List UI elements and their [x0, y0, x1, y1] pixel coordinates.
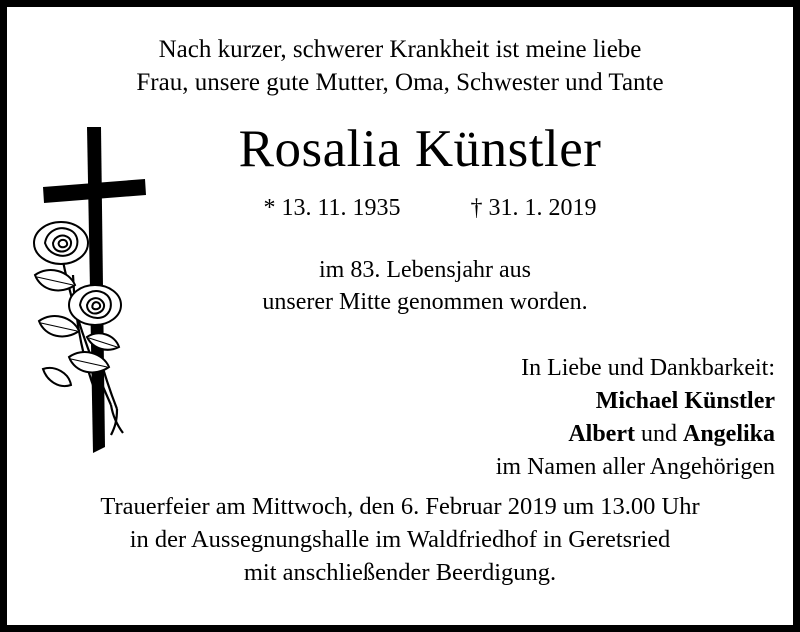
- life-dates: [7, 195, 793, 222]
- death-date: † 31. 1. 2019: [470, 195, 597, 221]
- obituary-inner: [7, 7, 793, 625]
- intro-text: [7, 33, 793, 99]
- middle-line-2: unserer Mitte genommen worden.: [262, 288, 588, 315]
- birth-date: * 13. 11. 1935: [263, 195, 401, 221]
- service-line-1: Trauerfeier am Mittwoch, den 6. Februar 2019 um 13.00 Uhr: [100, 493, 700, 520]
- dedication-block: [7, 352, 793, 484]
- mourner-second-line: [7, 418, 775, 451]
- mourner-join: und: [634, 421, 683, 448]
- middle-line-1: im 83. Lebensjahr aus: [319, 257, 531, 283]
- mourner-albert: Albert: [568, 421, 635, 448]
- mourner-primary: Michael Künstler: [595, 388, 775, 415]
- dedication-heading: In Liebe und Dankbarkeit:: [521, 355, 775, 381]
- intro-line-1: Nach kurzer, schwerer Krankheit ist meine liebe: [158, 36, 642, 63]
- service-line-2: in der Aussegnungshalle im Waldfriedhof in Geretsried: [129, 525, 671, 553]
- mourner-closing: im Namen aller Angehörigen: [495, 454, 775, 481]
- mourner-angelika: Angelika: [682, 421, 775, 448]
- middle-text: [7, 255, 793, 318]
- intro-line-2: Frau, unsere gute Mutter, Oma, Schwester und Tante: [136, 69, 664, 96]
- service-details: [7, 491, 793, 589]
- service-line-3: mit anschließender Beerdigung.: [243, 558, 557, 586]
- deceased-name: Rosalia Künstler: [238, 120, 602, 178]
